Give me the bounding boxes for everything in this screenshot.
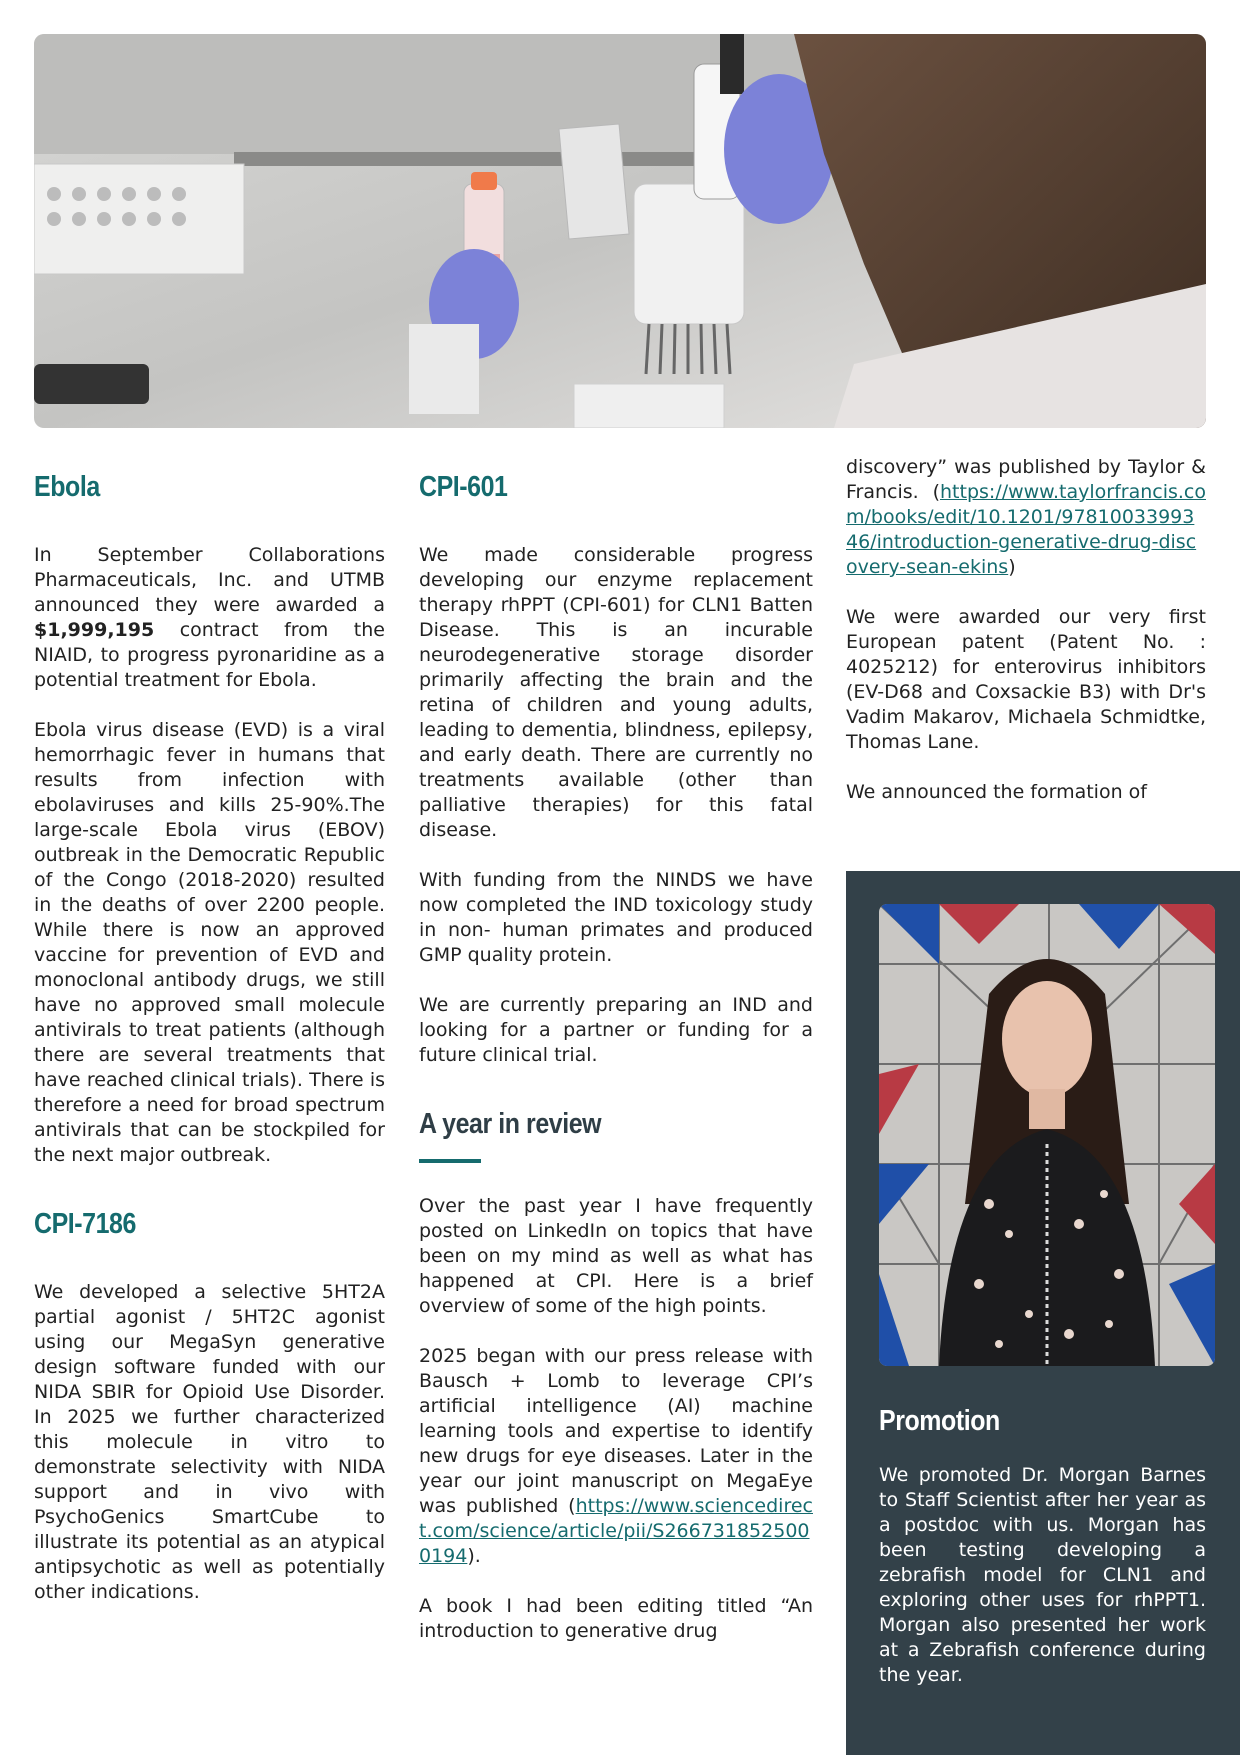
column-middle [419, 462, 813, 1644]
review-paragraph-3: A book I had been editing titled “An introduction to generative drug [419, 1595, 813, 1642]
portrait-photo [879, 904, 1215, 1366]
promotion-paragraph: We promoted Dr. Morgan Barnes to Staff Scientist after her year as a postdoc with us. Morgan has been testing developing a zebrafish model for CLN1 and exploring other uses for rhPPT1. Morgan also presented her work at a Zebrafish conference during the year. [879, 1464, 1206, 1686]
book-text: ) [1008, 556, 1016, 578]
lab-photo-illustration [34, 34, 1206, 428]
review-paragraph-1: Over the past year I have frequently posted on LinkedIn on topics that have been on my mind as well as what has happened at CPI. Here is a brief overview of some of the high points. [419, 1195, 813, 1317]
book-text: discovery” was published by Taylor & Francis. ( [846, 456, 1206, 503]
ebola-paragraph-2: Ebola virus disease (EVD) is a viral hemorrhagic fever in humans that results from infection with ebolaviruses and kills 25-90%.The large-scale Ebola virus (EBOV) outbreak in the Democratic Republic of the Congo (2018-2020) resulted in the deaths of over 2200 people. While there is now an approved vaccine for prevention of EVD and monoclonal antibody drugs, we still have no approved small molecule antivirals to treat patients (although there are several treatments that have reached clinical trials). There is therefore a need for broad spectrum antivirals that can be stockpiled for the next major outbreak. [34, 719, 385, 1166]
taylorfrancis-link[interactable]: https://www.taylorfrancis.com/books/edit/10.1201/9781003399346/introduction-generative-drug-discovery-sean-ekins [846, 481, 1206, 578]
cpi7186-paragraph: We developed a selective 5HT2A partial agonist / 5HT2C agonist using our MegaSyn generative design software funded with our NIDA SBIR for Opioid Use Disorder. In 2025 we further characterized this molecule in vitro to demonstrate selectivity with NIDA support and in vivo with PsychoGenics SmartCube to illustrate its potential as an atypical antipsychotic as well as potentially other indications. [34, 1281, 385, 1603]
sciencedirect-link[interactable]: https://www.sciencedirect.com/science/article/pii/S2667318525000194 [419, 1495, 813, 1567]
section-heading-ebola: Ebola [34, 471, 100, 503]
cpi601-paragraph-3: We are currently preparing an IND and looking for a partner or funding for a future clinical trial. [419, 994, 813, 1066]
portrait-illustration [879, 904, 1215, 1366]
section-heading-year-in-review: A year in review [419, 1108, 602, 1140]
section-heading-cpi7186: CPI-7186 [34, 1208, 136, 1240]
review-paragraph-2 [419, 1344, 813, 1569]
column-right [846, 456, 1206, 805]
formation-paragraph: We announced the formation of [846, 781, 1147, 803]
ebola-text: contract from the NIAID, to progress pyronaridine as a potential treatment for Ebola. [34, 619, 385, 691]
book-paragraph [846, 455, 1206, 580]
promotion-panel [846, 871, 1240, 1755]
patent-paragraph: We were awarded our very first European patent (Patent No. : 4025212) for enterovirus inhibitors (EV-D68 and Coxsackie B3) with Dr's Vadim Makarov, Michaela Schmidtke, Thomas Lane. [846, 606, 1206, 753]
cpi601-paragraph-2: With funding from the NINDS we have now completed the IND toxicology study in non- human primates and produced GMP quality protein. [419, 869, 813, 966]
ebola-paragraph-1 [34, 543, 385, 693]
contract-amount: $1,999,195 [34, 619, 155, 641]
review-text: ). [467, 1545, 481, 1567]
review-text: 2025 began with our press release with Bausch + Lomb to leverage CPI’s artificial intelligence (AI) machine learning tools and expertise to identify new drugs for eye diseases. Later in the year our joint manuscript on MegaEye was published ( [419, 1345, 813, 1517]
cpi601-paragraph-1: We made considerable progress developing our enzyme replacement therapy rhPPT (CPI-601) for CLN1 Batten Disease. This is an incurable neurodegenerative storage disorder primarily affecting the brain and the retina of children and young adults, leading to dementia, blindness, epilepsy, and early death. There are currently no treatments available (other than palliative therapies) for this fatal disease. [419, 544, 813, 841]
hero-photo [34, 34, 1206, 428]
section-heading-cpi601: CPI-601 [419, 471, 508, 503]
section-heading-promotion: Promotion [879, 1405, 1000, 1437]
ebola-text: In September Collaborations Pharmaceuticals, Inc. and UTMB announced they were awarded a [34, 544, 385, 616]
column-left [34, 462, 385, 1605]
